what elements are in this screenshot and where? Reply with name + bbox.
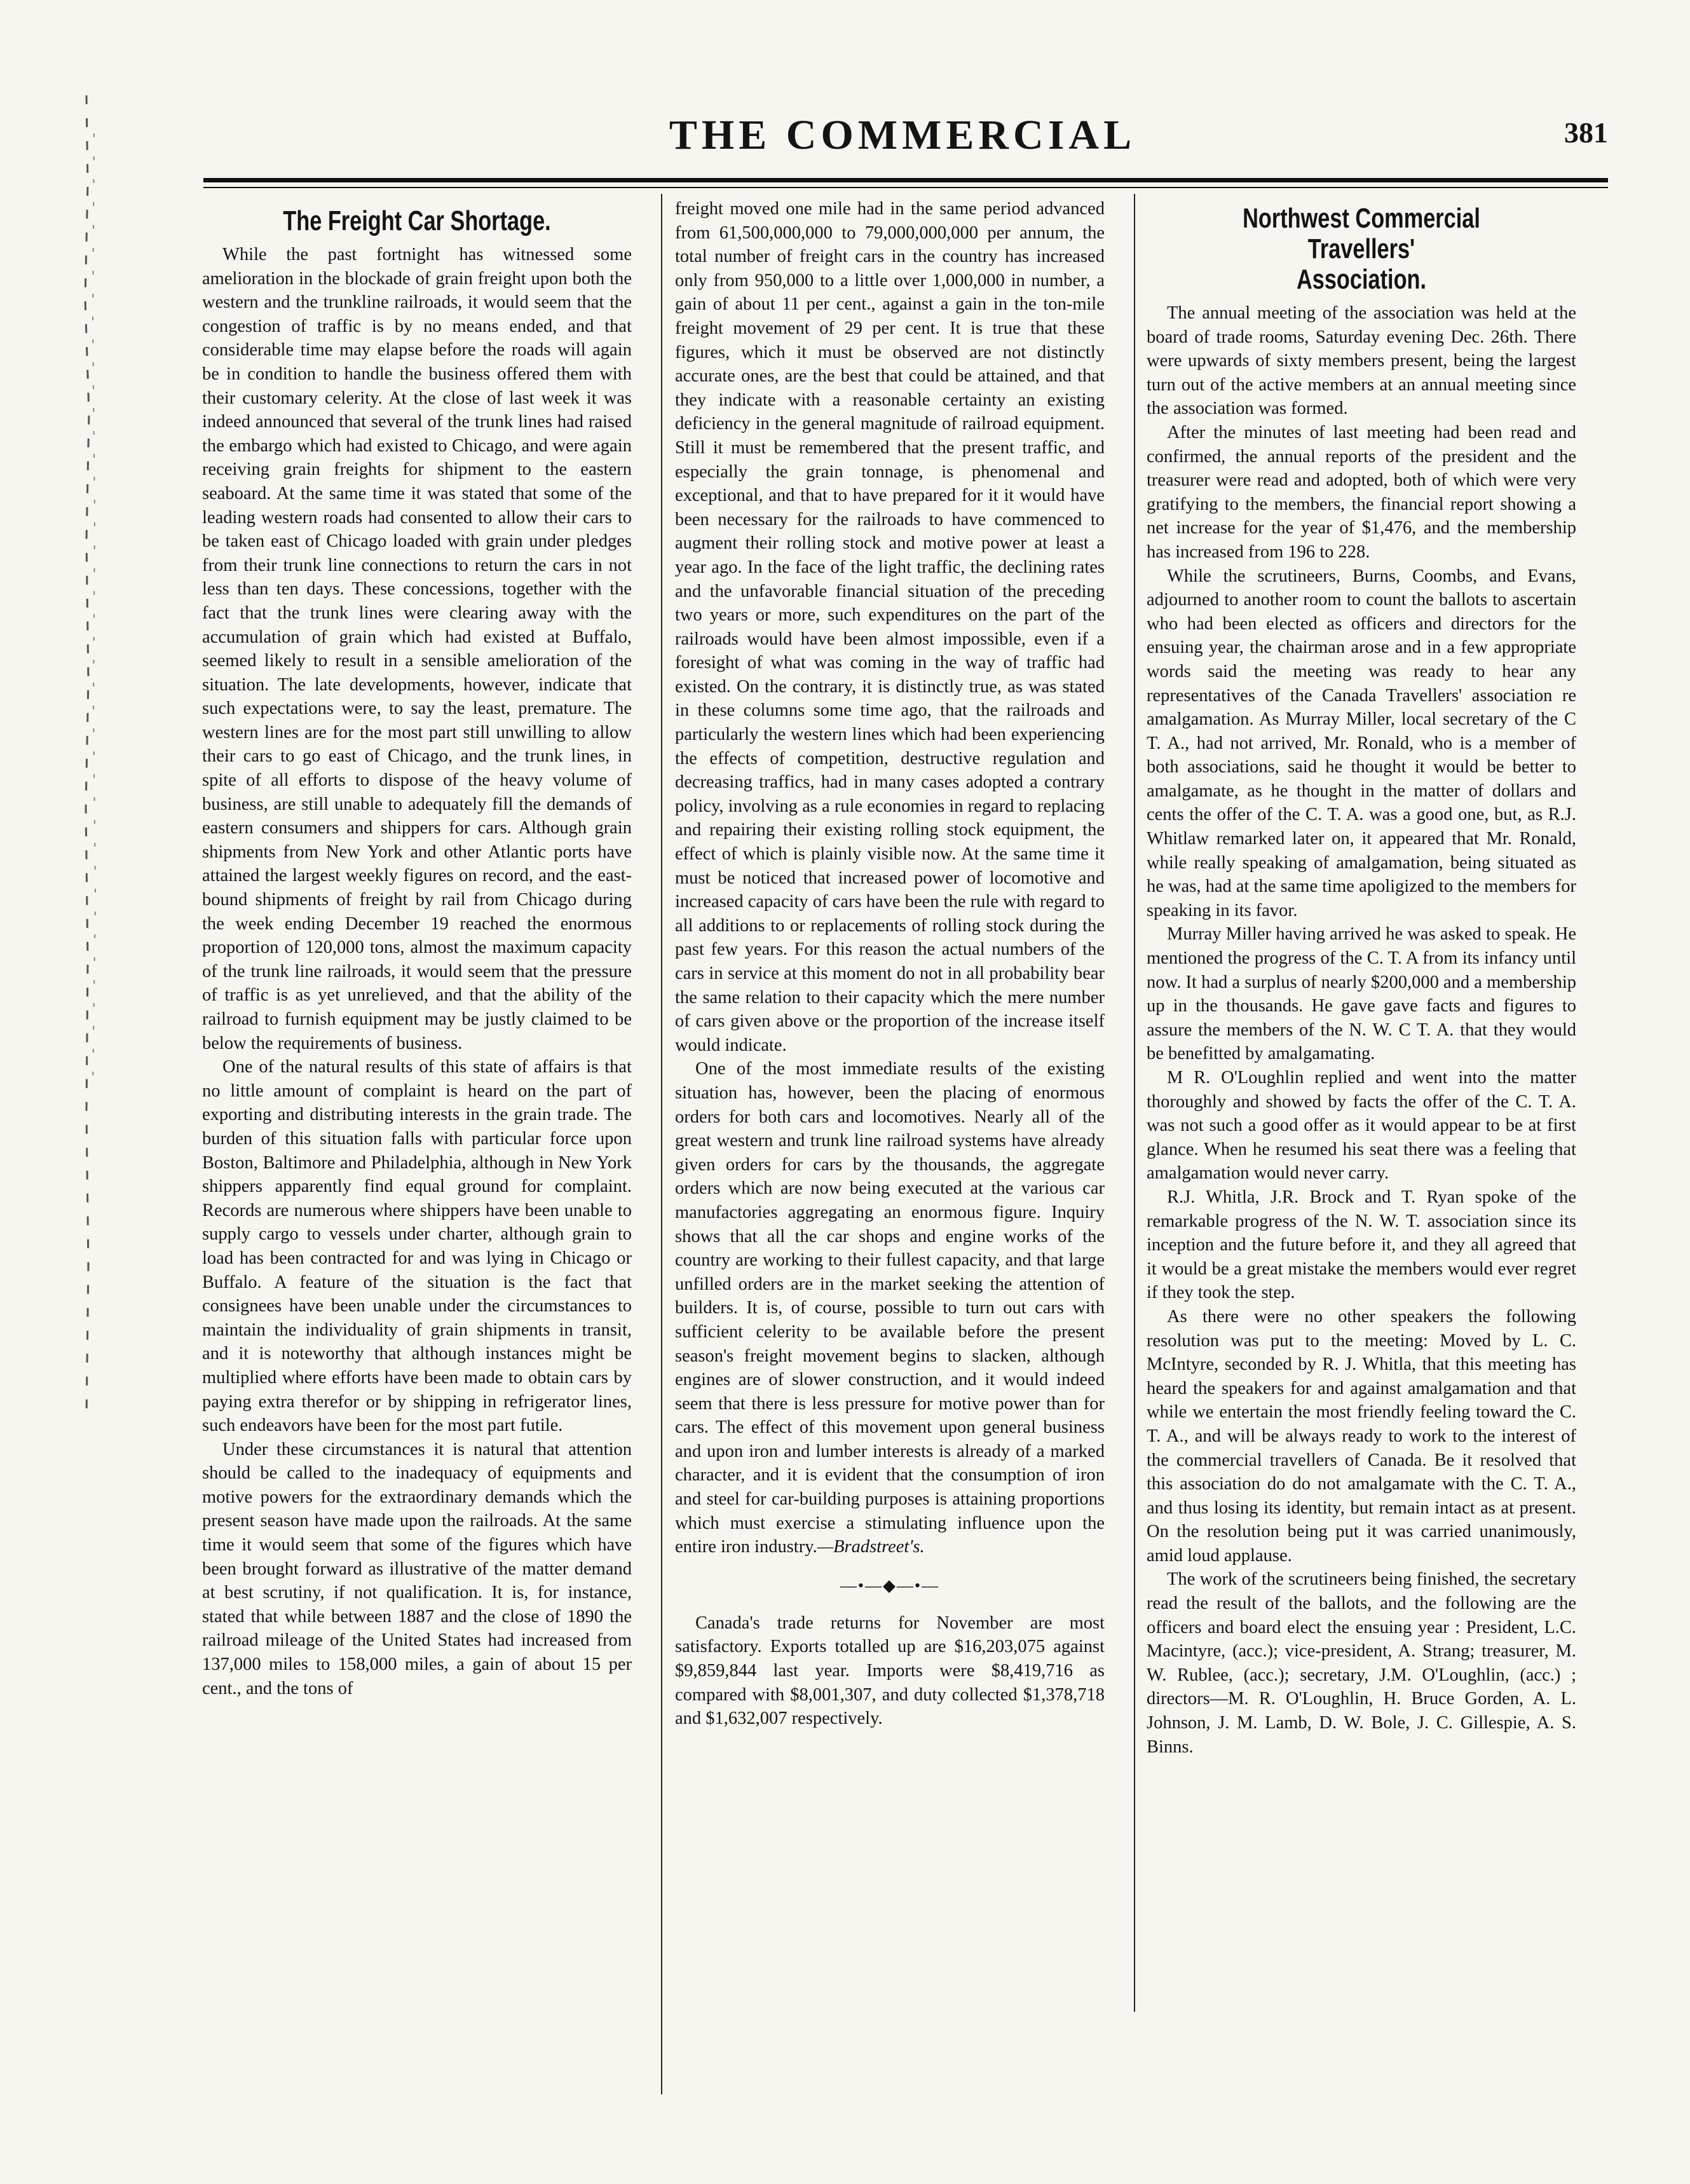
column-middle [675,197,1105,2098]
scan-binding-edge [61,57,99,1519]
freight-paragraph-4 [675,1057,1105,1559]
freight-paragraph-2: One of the natural results of this state of affairs is that no little amount of complaint is heard on the part of exporting and distributing interests in the grain trade. The burden of this situation falls with particular force upon Boston, Baltimore and Philadelphia, although in New York shippers apparently find equal ground for complaint. Records are numerous where shippers have been unable to supply cargo to vessels under charter, although grain to load has been contracted for and was lying in Chicago or Buffalo. A feature of the situation is the fact that consignees have been unable under the circumstances to maintain the individuality of grain shipments in transit, and it is noteworthy that although instances might be multiplied where efforts have been made to obtain cars by paying extra therefor or by shipping in refrigerator lines, such endeavors have been for the most part futile. [202,1057,632,1436]
travellers-paragraph-8: The work of the scrutineers being finished, the secretary read the result of the ballots, and the following are the officers and board elect the ensuing year : President, L.C. Macintyre, (acc.); vice-president, A. Strang; treasurer, M. W. Rublee, (acc.); secretary, J.M. O'Loughlin, (acc.) ; directors—M. R. O'Loughlin, H. Bruce Gorden, A. L. Johnson, J. M. Lamb, D. W. Bole, J. C. Gillespie, A. S. Binns. [1147,1569,1576,1757]
travellers-paragraph-1: The annual meeting of the association was held at the board of trade rooms, Saturday evening Dec. 26th. There were upwards of sixty members present, being the largest turn out of the active members at an annual meeting since the association was formed. [1147,303,1576,419]
travellers-paragraph-3: While the scrutineers, Burns, Coombs, and Evans, adjourned to another room to count the ballots to ascertain who had been elected as officers and directors for the ensuing year, the chairman arose and in a few appropriate words said the meeting was ready to hear any representatives of the Canada Travellers' association re amalgamation. As Murray Miller, local secretary of the C T. A., had not arrived, Mr. Ronald, who is a member of both associations, said he thought it would be better to amalgamate, as he thought in the matter of dollars and cents the offer of the C. T. A. was a good one, but, as R.J. Whitlaw remarked later on, it appeared that Mr. Ronald, while really speaking of amalgamation, being situated as he was, had at the same time apoligized to the members for speaking in its favor. [1147,566,1576,920]
page-number: 381 [1564,116,1608,149]
travellers-paragraph-4: Murray Miller having arrived he was asked to speak. He mentioned the progress of the C. T. A from its infancy until now. It had a surplus of nearly $200,000 and a membership up in the thousands. He gave gave facts and figures to assure the members of the N. W. C T. A. that they would be benefitted by amalgamating. [1147,924,1576,1064]
section-ornament: —•—◆—•— [840,1576,940,1595]
freight-paragraph-4-text: One of the most immediate results of the existing situation has, however, been the placing of enormous orders for both cars and locomotives. Nearly all of the great western and trunk line railroad systems have already given orders for cars by the thousands, the aggregate orders which are now being executed at the various car manufactories aggregating an enormous figure. Inquiry shows that all the car shops and engine works of the country are working to their fullest capacity, and that large unfilled orders are in the market seeking the attention of builders. It is, of course, possible to turn out cars with sufficient celerity to be available before the present season's freight movement begins to slacken, although engines are of slower construction, and it would indeed seem that there is less pressure for motive power than for cars. The effect of this movement upon general business and upon iron and lumber interests is already of a marked character, and it is evident that the consumption of iron and steel for car-building purposes is attaining proportions which must exercise a stimulating influence upon the entire iron industry. [675,1059,1105,1557]
column-left [202,197,632,2098]
masthead: THE COMMERCIAL [669,112,1136,158]
travellers-paragraph-5: M R. O'Loughlin replied and went into the matter thoroughly and showed by facts the offer of the C. T. A. was not such a good offer as it would appear to be at first glance. When he resumed his seat there was a feeling that amalgamation would never carry. [1147,1068,1576,1184]
freight-article-title: The Freight Car Shortage. [283,205,551,236]
freight-paragraph-3: Under these circumstances it is natural that attention should be called to the inadequacy of equipments and motive powers for the extraordinary demands which the present season have made upon the railroads. At the same time it would seem that some of the figures which have been brought forward as illustrative of the matter demand at best scrutiny, if not qualification. It is, for instance, stated that while between 1887 and the close of 1890 the railroad mileage of the United States had increased from 137,000 miles to 158,000 miles, a gain of about 15 per cent., and the tons of [202,1439,632,1698]
freight-article-source: —Bradstreet's. [817,1537,925,1557]
header-rule-thin [203,187,1608,188]
header-rule-thick [203,178,1608,182]
column-divider-right [1134,194,1135,2012]
travellers-title-line-1: Northwest Commercial Travellers' [1243,203,1480,264]
travellers-title-line-2: Association. [1296,264,1427,295]
freight-paragraph-3-continued: freight moved one mile had in the same period advanced from 61,500,000,000 to 79,000,000,000 per annum, the total number of freight cars in the country has increased only from 950,000 to a little over 1,000,000 in number, a gain of about 11 per cent., against a gain in the ton-mile freight movement of 29 per cent. It is true that these figures, which it must be observed are not distinctly accurate ones, are the best that could be attained, and that they indicate with a reasonable certainty an existing deficiency in the general magnitude of railroad equipment. Still it must be remembered that the present traffic, and especially the grain tonnage, is phenomenal and exceptional, and that to have prepared for it it would have been necessary for the railroads to have commenced to augment their rolling stock and motive power at least a year ago. In the face of the light traffic, the declining rates and the unfavorable financial situation of the preceding two years or more, such expenditures on the part of the railroads would have been almost impossible, even if a foresight of what was coming in the way of traffic had existed. On the contrary, it is distinctly true, as was stated in these columns some time ago, that the railroads and particularly the western lines which had been experiencing the effects of competition, destructive regulation and decreasing traffics, had in many cases adopted a contrary policy, involving as a rule economies in regard to replacing and repairing their existing rolling stock equipment, the effect of which is plainly visible now. At the same time it must be noticed that increased power of locomotive and increased capacity of cars have been the rule with regard to all additions to or replacements of rolling stock during the past few years. For this reason the actual numbers of the cars in service at this moment do not in all probability bear the same relation to their capacity which the mere number of cars given above or the proportion of the increase itself would indicate. [675,199,1105,1055]
column-divider-left [661,194,662,2094]
page-header [197,113,1608,158]
travellers-paragraph-7: As there were no other speakers the following resolution was put to the meeting: Moved by L. C. McIntyre, seconded by R. J. Whitla, that this meeting has heard the speakers for and against amalgamation and that while we entertain the most friendly feeling toward the C. T. A., and will be always ready to work to the interest of the commercial travellers of Canada. Be it resolved that this association do do not amalgamate with the C. T. A., and thus losing its identity, but remain intact as at present. On the resolution being put it was carried unanimously, amid loud applause. [1147,1306,1576,1566]
travellers-article-title [1194,203,1529,295]
travellers-paragraph-2: After the minutes of last meeting had been read and confirmed, the annual reports of the president and the treasurer were read and adopted, both of which were very gratifying to the members, the financial report showing a net increase for the year of $1,476, and the membership has increased from 196 to 228. [1147,422,1576,562]
column-right [1147,197,1576,2098]
freight-paragraph-1: While the past fortnight has witnessed some amelioration in the blockade of grain freight upon both the western and the trunkline railroads, it would seem that the congestion of traffic is by no means ended, and that considerable time may elapse before the roads will again be in condition to handle the business offered them with their customary celerity. At the close of last week it was indeed announced that several of the trunk lines had raised the embargo which had existed to Chicago, and were again receiving grain freights for shipment to the eastern seaboard. At the same time it was stated that some of the leading western roads had consented to allow their cars to be taken east of Chicago loaded with grain under pledges from their trunk line connections to return the cars in not less than ten days. These concessions, together with the fact that the trunk lines were clearing away with the accumulation of grain which had existed at Buffalo, seemed likely to result in a sensible amelioration of the situation. The late developments, however, indicate that such expectations were, to say the least, premature. The western lines are for the most part still unwilling to allow their cars to go east of Chicago, and the trunk lines, in spite of all efforts to dispose of the heavy volume of business, are still unable to adequately fill the demands of eastern consumers and shippers for cars. Although grain shipments from New York and other Atlantic ports have attained the largest weekly figures on record, and the east-bound shipments of freight by rail from Chicago during the week ending December 19 reached the enormous proportion of 120,000 tons, almost the maximum capacity of the trunk line railroads, it would seem that the pressure of traffic is as yet unrelieved, and that the ability of the railroad to furnish equipment may be justly claimed to be below the requirements of business. [202,245,632,1053]
travellers-paragraph-6: R.J. Whitla, J.R. Brock and T. Ryan spoke of the remarkable progress of the N. W. T. association since its inception and the future before it, and they all agreed that it would be a great mistake the members would ever regret if they took the step. [1147,1187,1576,1303]
trade-returns-note: Canada's trade returns for November are most satisfactory. Exports totalled up are $16,203,075 against $9,859,844 last year. Imports were $8,419,716 as compared with $8,001,307, and duty collected $1,378,718 and $1,632,007 respectively. [675,1613,1105,1729]
